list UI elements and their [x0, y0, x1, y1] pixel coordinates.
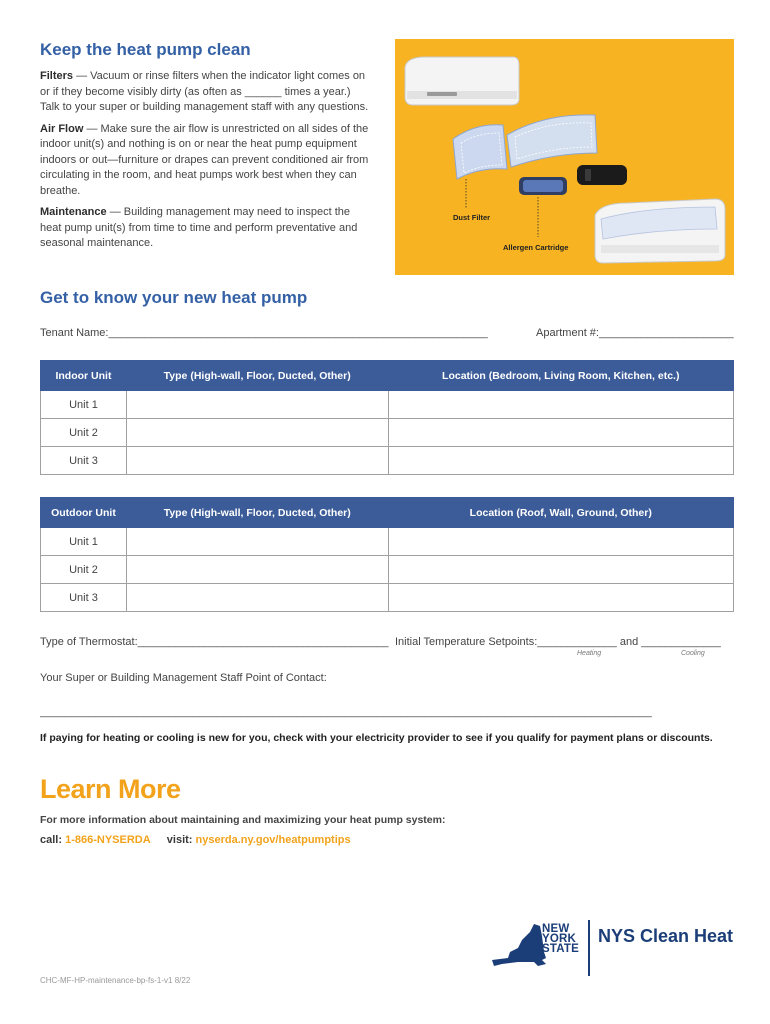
outdoor-unit-table [40, 497, 734, 612]
indoor-unit-table [40, 360, 734, 475]
contact-field[interactable]: ____________________________________________________________________________________________________ [40, 706, 652, 718]
outdoor-unit-1-label: Unit 1 [41, 528, 127, 556]
dust-filter-part [453, 125, 507, 179]
nys-clean-heat-brand: NYS Clean Heat [598, 926, 734, 946]
phone-link[interactable]: 1-866-NYSERDA [65, 834, 151, 846]
logo-new: NEW [542, 923, 570, 935]
nys-clean-heat-logo [488, 918, 738, 978]
contact-label: Your Super or Building Management Staff Point of Contact: [40, 672, 327, 684]
maintenance-paragraph [40, 205, 370, 252]
table-row [41, 556, 734, 584]
outdoor-unit-3-type-cell[interactable] [126, 584, 388, 612]
maintenance-text: — Building management may need to inspect the heat pump unit(s) from time to time and perform preventative and seasonal maintenance. [40, 206, 358, 249]
dust-filter-label: Dust Filter [453, 213, 491, 222]
outdoor-location-header: Location (Roof, Wall, Ground, Other) [388, 498, 733, 528]
heat-pump-diagram-svg [395, 39, 734, 275]
apartment-field[interactable]: Apartment #:______________________ [536, 327, 734, 339]
call-label: call: [40, 834, 63, 846]
clean-instructions [40, 69, 370, 258]
airflow-text: — Make sure the air flow is unrestricted on all sides of the indoor unit(s) and nothing is on or near the heat pump equipment indoors or out—furniture or drapes can prevent conditioned air from circulating in the room, and heat pumps work best when they can breathe. [40, 122, 369, 197]
logo-york: YORK [542, 933, 577, 945]
indoor-table-header [41, 361, 734, 391]
heat-pump-illustration [395, 39, 734, 275]
table-row [41, 584, 734, 612]
table-row [41, 447, 734, 475]
visit-label: visit: [166, 834, 193, 846]
allergen-cartridge-blue [519, 177, 567, 195]
outdoor-unit-2-label: Unit 2 [41, 556, 127, 584]
logo-state: STATE [542, 943, 579, 955]
filters-text: — Vacuum or rinse filters when the indicator light comes on or if they become visibly dirty (as often as ______ times a year.) Talk to your super or building management staff with any questions. [40, 70, 369, 113]
outdoor-table-header [41, 498, 734, 528]
indoor-unit-2-location-cell[interactable] [388, 419, 734, 447]
indoor-location-header: Location (Bedroom, Living Room, Kitchen, etc.) [388, 361, 734, 391]
table-row [41, 391, 734, 419]
learn-more-intro: For more information about maintaining and maximizing your heat pump system: [40, 814, 446, 826]
indoor-unit-3-location-cell[interactable] [388, 447, 734, 475]
outdoor-type-header: Type (High-wall, Floor, Ducted, Other) [126, 498, 388, 528]
payment-notice: If paying for heating or cooling is new for you, check with your electricity provider to see if you qualify for payment plans or discounts. [40, 732, 713, 744]
ny-state-outline-icon [488, 922, 550, 972]
indoor-unit-1-type-cell[interactable] [126, 391, 388, 419]
thermostat-type-field[interactable]: Type of Thermostat:_________________________________________ [40, 636, 389, 648]
indoor-unit-1-label: Unit 1 [41, 391, 127, 419]
open-indoor-unit [595, 199, 725, 263]
indoor-unit-header: Indoor Unit [41, 361, 127, 391]
section-title-clean: Keep the heat pump clean [40, 40, 251, 59]
learn-more-title: Learn More [40, 774, 181, 804]
indoor-unit-1-location-cell[interactable] [388, 391, 734, 419]
closed-indoor-unit [405, 57, 519, 105]
document-code: CHC-MF-HP-maintenance-bp-fs-1-v1 8/22 [40, 976, 191, 985]
outdoor-unit-1-location-cell[interactable] [388, 528, 733, 556]
allergen-cartridge-label: Allergen Cartridge [503, 243, 569, 252]
indoor-type-header: Type (High-wall, Floor, Ducted, Other) [126, 361, 388, 391]
table-row [41, 419, 734, 447]
contact-info [40, 834, 351, 846]
website-link[interactable]: nyserda.ny.gov/heatpumptips [195, 834, 351, 846]
temperature-setpoints-field[interactable]: Initial Temperature Setpoints:_____________ and _____________ [395, 636, 721, 648]
airflow-paragraph [40, 122, 370, 200]
logo-divider [588, 920, 590, 976]
outdoor-unit-1-type-cell[interactable] [126, 528, 388, 556]
outdoor-unit-2-location-cell[interactable] [388, 556, 733, 584]
outdoor-unit-3-location-cell[interactable] [388, 584, 733, 612]
allergen-cartridge-black [577, 165, 627, 185]
indoor-unit-2-type-cell[interactable] [126, 419, 388, 447]
indoor-unit-2-label: Unit 2 [41, 419, 127, 447]
table-row [41, 528, 734, 556]
section-title-know: Get to know your new heat pump [40, 288, 308, 307]
maintenance-label: Maintenance [40, 206, 107, 218]
indoor-unit-3-label: Unit 3 [41, 447, 127, 475]
indoor-unit-3-type-cell[interactable] [126, 447, 388, 475]
outdoor-unit-3-label: Unit 3 [41, 584, 127, 612]
large-filter-part [507, 115, 597, 167]
filters-label: Filters [40, 70, 74, 82]
airflow-label: Air Flow [40, 122, 84, 135]
outdoor-unit-header: Outdoor Unit [41, 498, 127, 528]
filters-paragraph [40, 69, 370, 116]
heating-caption: Heating [577, 650, 602, 657]
new-york-state-wordmark [542, 924, 579, 954]
cooling-caption: Cooling [681, 650, 705, 657]
tenant-name-field[interactable]: Tenant Name:______________________________________________________________ [40, 327, 488, 339]
outdoor-unit-2-type-cell[interactable] [126, 556, 388, 584]
